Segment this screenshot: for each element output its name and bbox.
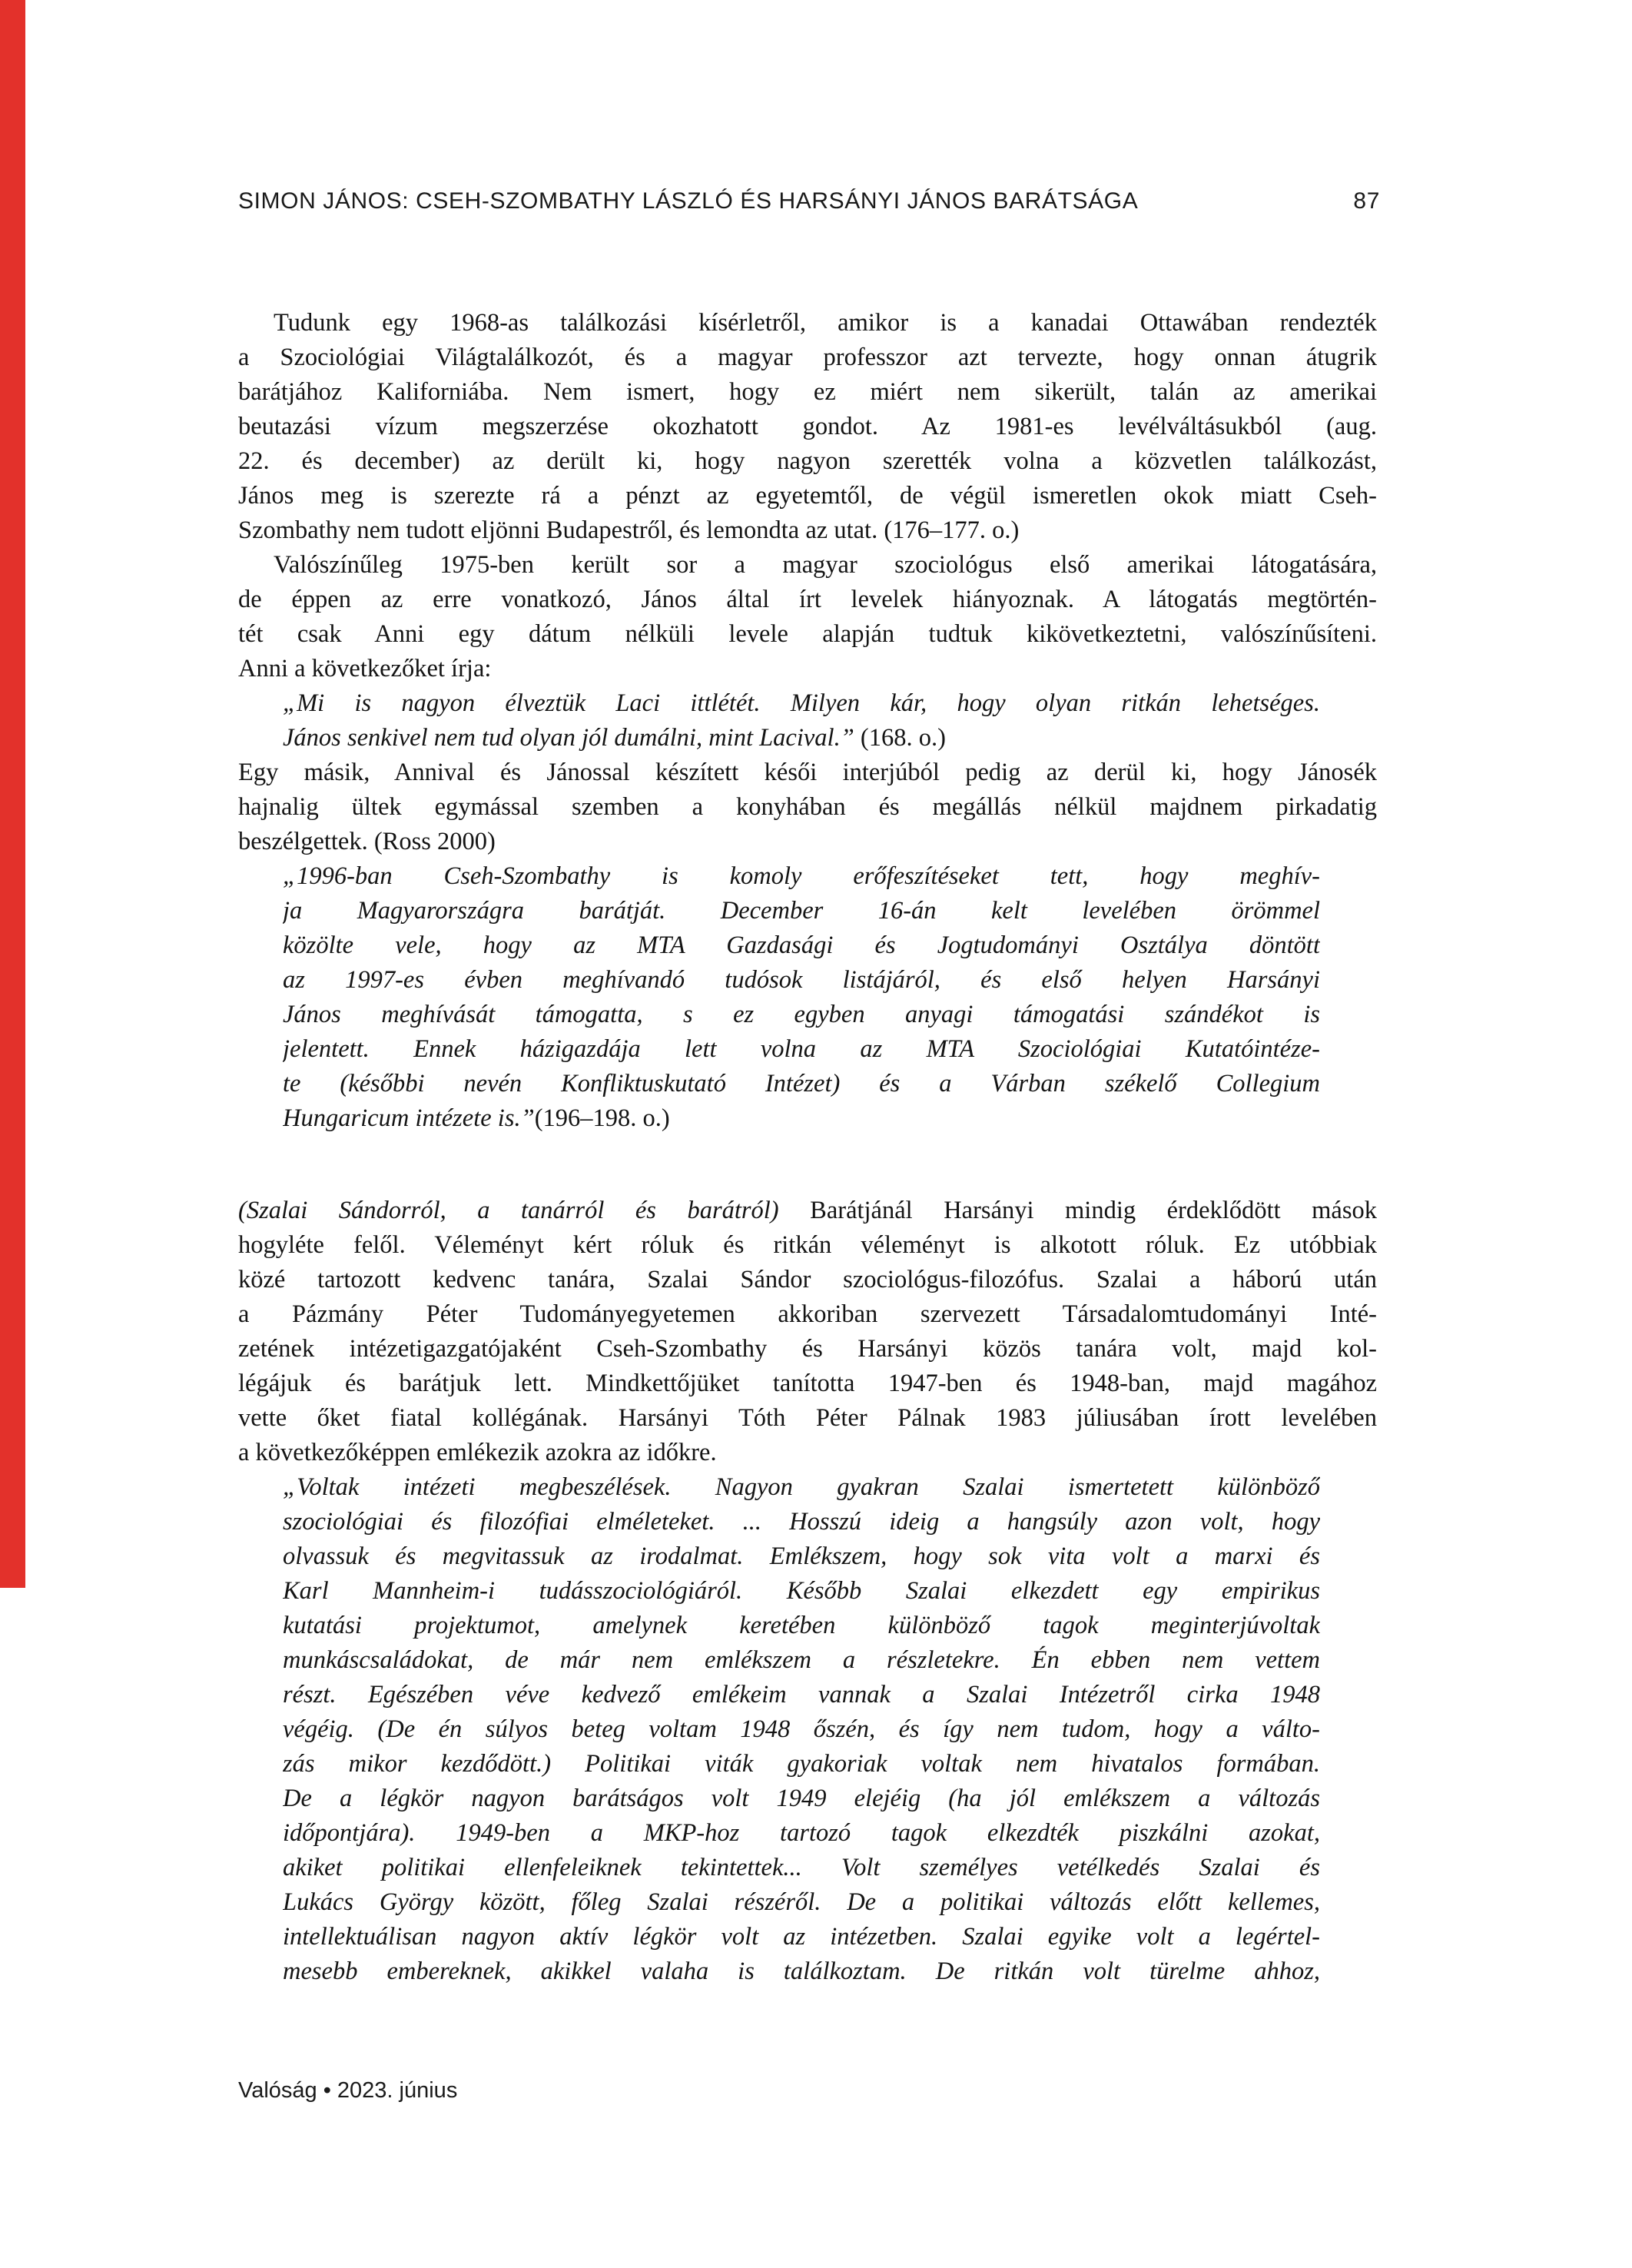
text-line: barátjához Kaliforniába. Nem ismert, hogy ez miért nem sikerült, talán az amerikai (238, 378, 1377, 406)
text-line: Szombathy nem tudott eljönni Budapestről, és lemondta az utat. (176–177. o.) (238, 516, 1020, 544)
journal-footer-line: Valóság • 2023. június (238, 2078, 458, 2103)
text-line: János senkivel nem tud olyan jól dumálni, mint Lacival.” (168. o.) (283, 724, 946, 752)
text-line: tét csak Anni egy dátum nélküli levele alapján tudtuk kikövetkeztetni, valószínűsíteni. (238, 620, 1377, 648)
paragraph-1975-visit (238, 548, 1377, 686)
text-line: (Szalai Sándorról, a tanárról és barátról) Barátjánál Harsányi mindig érdeklődött mások (238, 1197, 1377, 1224)
text-line: a Pázmány Péter Tudományegyetemen akkoriban szervezett Társadalomtudományi Inté- (238, 1300, 1377, 1328)
text-line: zás mikor kezdődött.) Politikai viták gyakoriak voltak nem hivatalos formában. (283, 1750, 1320, 1778)
page-footer (238, 2077, 457, 2104)
text-line: szociológiai és filozófiai elméleteket. ... Hosszú ideig a hangsúly azon volt, hogy (283, 1508, 1320, 1536)
text-line: János meghívását támogatta, s ez egyben anyagi támogatási szándékot is (283, 1001, 1320, 1028)
text-line: beutazási vízum megszerzése okozhatott gondot. Az 1981-es levélváltásukból (aug. (238, 413, 1377, 440)
text-line: de éppen az erre vonatkozó, János által írt levelek hiányoznak. A látogatás megtörtén- (238, 586, 1377, 613)
quote-voltak-intezeti (238, 1470, 1377, 1989)
text-line: 22. és december) az derült ki, hogy nagyon szerették volna a közvetlen találkozást, (238, 447, 1377, 475)
text-line: Egy másik, Annival és Jánossal készített késői interjúból pedig az derül ki, hogy Jánosék (238, 759, 1377, 786)
text-line: munkáscsaládokat, de már nem emlékszem a részletekre. Én ebben nem vettem (283, 1646, 1320, 1674)
page-header (238, 188, 1380, 215)
quote-1996-invitation (238, 859, 1377, 1136)
text-line: a következőképpen emlékezik azokra az időkre. (238, 1439, 717, 1466)
text-line: jelentett. Ennek házigazdája lett volna az MTA Szociológiai Kutatóintéze- (283, 1035, 1320, 1063)
text-line: olvassuk és megvitassuk az irodalmat. Emlékszem, hogy sok vita volt a marxi és (283, 1542, 1320, 1570)
text-line: hajnalig ültek egymással szemben a konyhában és megállás nélkül majdnem pirkadatig (238, 793, 1377, 821)
text-line: Lukács György között, főleg Szalai részéről. De a politikai változás előtt kellemes, (283, 1888, 1320, 1916)
section-spacer (238, 1136, 1377, 1194)
text-line: mesebb embereknek, akikkel valaha is találkoztam. De ritkán volt türelme ahhoz, (283, 1958, 1320, 1985)
quote-anni-letter (238, 686, 1377, 755)
text-line: részt. Egészében véve kedvező emlékeim vannak a Szalai Intézetről cirka 1948 (283, 1681, 1320, 1708)
text-line: vette őket fiatal kollégának. Harsányi Tóth Péter Pálnak 1983 júliusában írott levelében (238, 1404, 1377, 1432)
text-line: Tudunk egy 1968-as találkozási kísérletről, amikor is a kanadai Ottawában rendezték (274, 309, 1377, 337)
text-line: akiket politikai ellenfeleiknek tekintettek... Volt személyes vetélkedés Szalai és (283, 1854, 1320, 1881)
text-line: az 1997-es évben meghívandó tudósok listájáról, és első helyen Harsányi (283, 966, 1320, 994)
text-line: „Mi is nagyon élveztük Laci ittlétét. Milyen kár, hogy olyan ritkán lehetséges. (283, 689, 1320, 717)
text-line: De a légkör nagyon barátságos volt 1949 elejéig (ha jól emlékszem a változás (283, 1785, 1320, 1812)
text-line: „Voltak intézeti megbeszélések. Nagyon gyakran Szalai ismertetett különböző (283, 1473, 1320, 1501)
text-line: János meg is szerezte rá a pénzt az egyetemtől, de végül ismeretlen okok miatt Cseh- (238, 482, 1377, 510)
text-line: zetének intézetigazgatójaként Cseh-Szombathy és Harsányi közös tanára volt, majd kol- (238, 1335, 1377, 1363)
paragraph-szalai (238, 1194, 1377, 1470)
running-title: SIMON JÁNOS: CSEH-SZOMBATHY LÁSZLÓ ÉS HARSÁNYI JÁNOS BARÁTSÁGA (238, 188, 1139, 214)
article-body (238, 306, 1377, 1989)
text-line: beszélgettek. (Ross 2000) (238, 828, 496, 855)
text-line: Valószínűleg 1975-ben került sor a magyar szociológus első amerikai látogatására, (274, 551, 1377, 579)
text-line: „1996-ban Cseh-Szombathy is komoly erőfeszítéseket tett, hogy meghív- (283, 862, 1320, 890)
text-line: közölte vele, hogy az MTA Gazdasági és Jogtudományi Osztálya döntött (283, 931, 1320, 959)
text-line: időpontjára). 1949-ben a MKP-hoz tartozó tagok elkezdték piszkálni azokat, (283, 1819, 1320, 1847)
text-line: a Szociológiai Világtalálkozót, és a magyar professzor azt tervezte, hogy onnan átugrik (238, 344, 1377, 371)
page-edge-red-strip (0, 0, 25, 1588)
text-line: közé tartozott kedvenc tanára, Szalai Sándor szociológus-filozófus. Szalai a háború után (238, 1266, 1377, 1293)
text-line: kutatási projektumot, amelynek keretében különböző tagok meginterjúvoltak (283, 1612, 1320, 1639)
text-line: Karl Mannheim-i tudásszociológiáról. Később Szalai elkezdett egy empirikus (283, 1577, 1320, 1605)
text-line: ja Magyarországra barátját. December 16-án kelt levelében örömmel (283, 897, 1320, 925)
paragraph-1968-attempt (238, 306, 1377, 548)
page-number: 87 (1353, 188, 1380, 214)
text-line: légájuk és barátjuk lett. Mindkettőjüket tanította 1947-ben és 1948-ban, majd magához (238, 1370, 1377, 1397)
text-line: Hungaricum intézete is.”(196–198. o.) (283, 1104, 670, 1132)
paragraph-interview (238, 755, 1377, 859)
text-line: intellektuálisan nagyon aktív légkör volt az intézetben. Szalai egyike volt a legértel- (283, 1923, 1320, 1951)
text-line: hogyléte felől. Véleményt kért róluk és ritkán véleményt is alkotott róluk. Ez utóbbiak (238, 1231, 1377, 1259)
text-line: Anni a következőket írja: (238, 655, 492, 682)
text-line: végéig. (De én súlyos beteg voltam 1948 őszén, és így nem tudom, hogy a válto- (283, 1715, 1320, 1743)
text-line: te (későbbi nevén Konfliktuskutató Intézet) és a Várban székelő Collegium (283, 1070, 1320, 1097)
